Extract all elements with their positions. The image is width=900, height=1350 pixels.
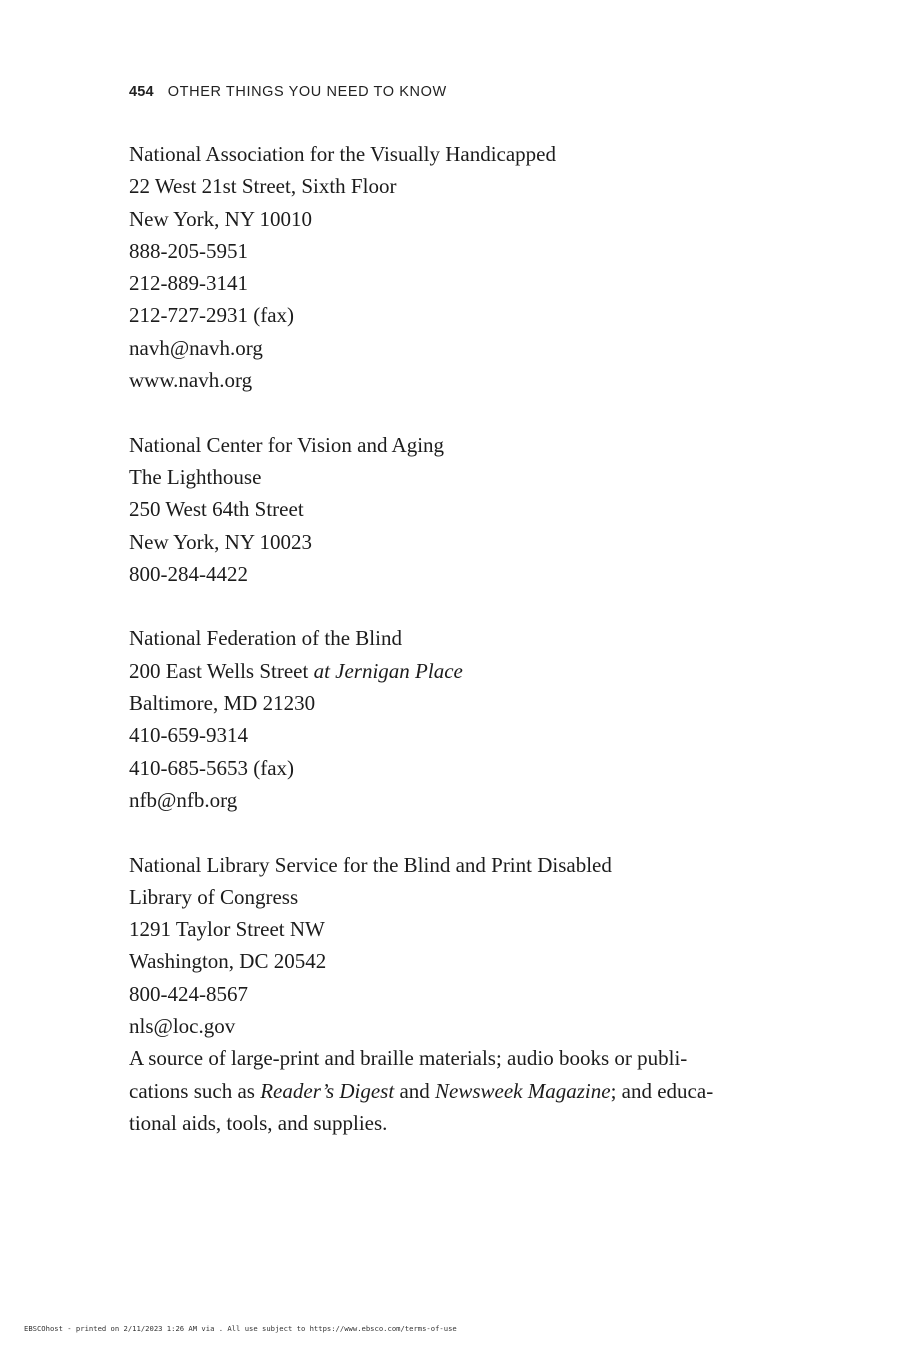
address-line: 250 West 64th Street	[129, 497, 304, 522]
phone-number: 410-659-9314	[129, 723, 248, 748]
email-address: nfb@nfb.org	[129, 787, 238, 812]
description-text: ; and educa-	[610, 1078, 714, 1103]
city-state-zip: New York, NY 10010	[129, 206, 312, 231]
fax-number: 212-727-2931 (fax)	[129, 303, 295, 328]
phone-number: 888-205-5951	[129, 238, 248, 263]
email-address: nls@loc.gov	[129, 1014, 236, 1039]
print-footer: EBSCOhost - printed on 2/11/2023 1:26 AM via . All use subject to https://www.ebsco.com/terms-of-use	[24, 1324, 457, 1333]
fax-number: 410-685-5653 (fax)	[129, 755, 295, 780]
resource-entry-vision-aging	[129, 429, 769, 590]
organization-name: National Federation of the Blind	[129, 626, 402, 651]
publication-title: Reader’s Digest	[260, 1078, 395, 1103]
resource-entry-navh	[129, 138, 769, 396]
page-number: 454	[129, 84, 154, 100]
description-text: and	[394, 1078, 436, 1103]
description-line: tional aids, tools, and supplies.	[129, 1110, 388, 1135]
phone-number: 800-284-4422	[129, 561, 248, 586]
running-header	[129, 84, 447, 100]
phone-number: 212-889-3141	[129, 271, 248, 296]
email-address: navh@navh.org	[129, 335, 263, 360]
description-line	[129, 1075, 769, 1107]
city-state-zip: Washington, DC 20542	[129, 949, 327, 974]
organization-name: National Center for Vision and Aging	[129, 432, 445, 457]
organization-subname: Library of Congress	[129, 884, 299, 909]
street-address: 200 East Wells Street	[129, 658, 314, 683]
address-line: 22 West 21st Street, Sixth Floor	[129, 174, 397, 199]
organization-name: National Library Service for the Blind and Print Disabled	[129, 852, 612, 877]
address-line: 1291 Taylor Street NW	[129, 917, 325, 942]
resource-entry-nls	[129, 849, 769, 1140]
page-body	[129, 138, 769, 1172]
address-line	[129, 655, 769, 687]
organization-subname: The Lighthouse	[129, 464, 262, 489]
publication-title: Newsweek Magazine	[435, 1078, 611, 1103]
running-title: OTHER THINGS YOU NEED TO KNOW	[167, 84, 447, 100]
organization-name: National Association for the Visually Handicapped	[129, 142, 557, 166]
address-place-name: at Jernigan Place	[313, 658, 463, 683]
city-state-zip: New York, NY 10023	[129, 529, 312, 554]
phone-number: 800-424-8567	[129, 981, 248, 1006]
description-text: cations such as	[129, 1078, 261, 1103]
city-state-zip: Baltimore, MD 21230	[129, 691, 316, 716]
description-line: A source of large-print and braille materials; audio books or publi-	[129, 1046, 688, 1071]
website-url: www.navh.org	[129, 368, 253, 393]
resource-entry-nfb	[129, 622, 769, 816]
